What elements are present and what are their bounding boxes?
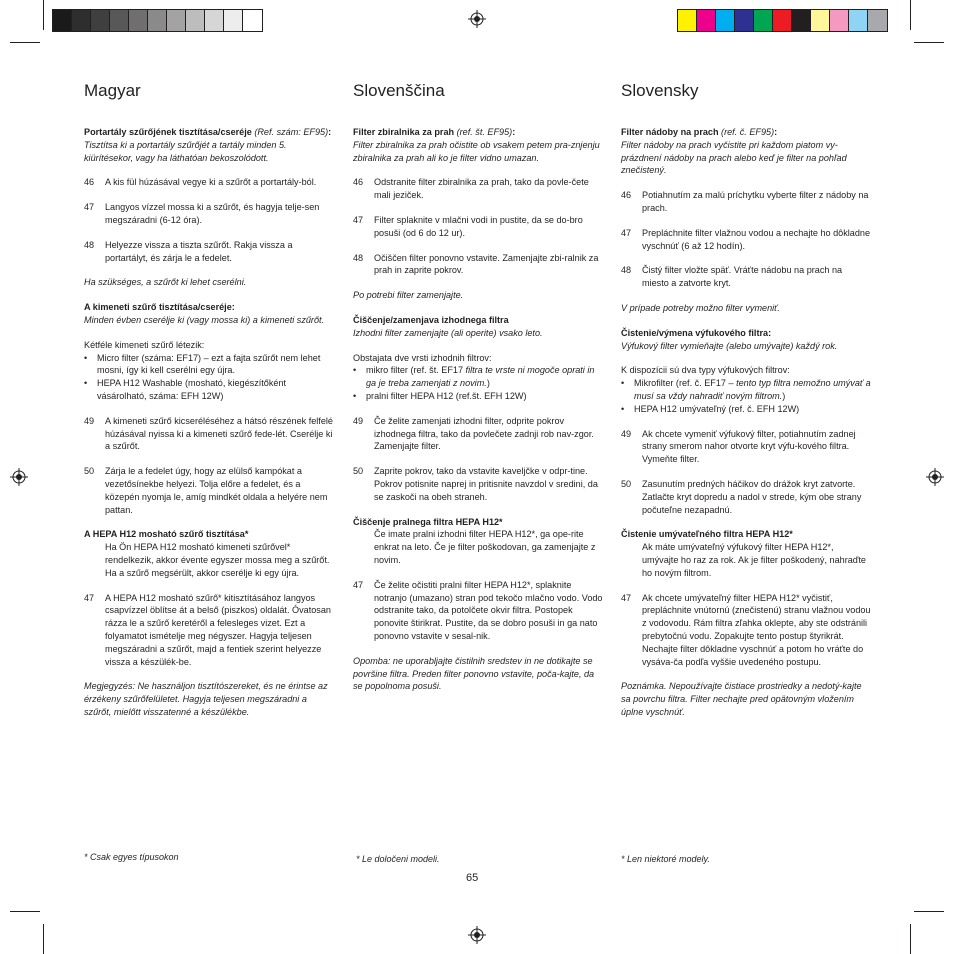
step-item: 47 Če želite očistiti pralni filter HEPA H12*, splaknite notranjo (umazano) stran pod tekočo mlačno vodo. Vodo odstranite tako, da potolčete okvir filtra. Postopek ponovite štirikrat. Pustite, da se dobro posuši in ga nato ponovno vstavite v sesal-nik. [353, 579, 603, 641]
list-intro: K dispozícii sú dva typy výfukových filtrov: [621, 365, 790, 376]
section-title: Magyar [84, 81, 141, 100]
note: Megjegyzés: Ne használjon tisztítószereket, és ne érintse az érzékeny szűrőfelületet. Hagyja teljesen megszáradni a szűrőt, mielőtt visszatenné a készülékbe. [84, 681, 328, 717]
color-swatch [110, 10, 129, 31]
color-swatch [792, 10, 811, 31]
section-title: Slovenščina [353, 81, 445, 100]
step-item: 47 Prepláchnite filter vlažnou vodou a nechajte ho dôkladne vyschnúť (6 až 12 hodín). [621, 227, 871, 251]
crop-mark [910, 924, 911, 954]
color-swatch [167, 10, 186, 31]
color-swatch [129, 10, 148, 31]
note: Opomba: ne uporabljajte čistilnih sredstev in ne dotikajte se površine filtra. Preden filter ponovno vstavite, poča-kajte, da se popolnoma posuši. [353, 655, 595, 692]
crop-mark [914, 42, 944, 43]
list-intro: Obstajata dve vrsti izhodnih filtrov: [353, 352, 492, 363]
registration-mark-icon [10, 468, 28, 486]
note: Ha szükséges, a szűrőt ki lehet cserélni. [84, 277, 247, 288]
crop-mark [10, 42, 40, 43]
crop-mark [910, 0, 911, 30]
color-swatch [773, 10, 792, 31]
color-swatch [697, 10, 716, 31]
crop-mark [914, 911, 944, 912]
body-paragraph: Če imate pralni izhodni filter HEPA H12*, ga ope-rite enkrat na leto. Če je filter poškodovan, ga zamenjajte z novim. [374, 529, 596, 565]
crop-mark [10, 911, 40, 912]
step-item: 48 Čistý filter vložte späť. Vráťte nádobu na prach na miesto a zatvorte kryt. [621, 265, 843, 289]
step-item: 47 Filter splaknite v mlačni vodi in pustite, da se do-bro posuši (od 6 do 12 ur). [353, 214, 583, 238]
color-swatch [754, 10, 773, 31]
step-item: 47 Langyos vízzel mossa ki a szűrőt, és hagyja telje-sen megszáradni (6-12 óra). [84, 202, 320, 225]
step-item: 47 Ak chcete umývateľný filter HEPA H12* vyčistiť, prepláchnite vnútornú (znečistenú) stranu vlažnou vodou z vodovodu. Rám filtra zľahka oklepte, aby ste odstránili prebytočnú vodu. Zopakujte tento postup štyrikrát. Nechajte filter dôkladne vyschnúť a potom ho vráťte do vysáva-ča podľa vyššie uvedeného postupu. [621, 592, 871, 667]
note: V prípade potreby možno filter vymeniť. [621, 302, 780, 313]
color-swatch [811, 10, 830, 31]
color-swatch [243, 10, 262, 31]
bullet-item: • HEPA H12 umývateľný (ref. č. EFH 12W) [621, 403, 800, 414]
column-slovensky [621, 80, 871, 731]
intro-paragraph: Filter zbiralnika za prah (ref. št. EF95): Filter zbiralnika za prah očistite ob vsakem petem pra-znjenju zbiralnika za prah ali ko je filter vidno umazan. [353, 127, 600, 163]
registration-mark-icon [926, 468, 944, 486]
step-item: 48 Očiščen filter ponovno vstavite. Zamenjajte zbi-ralnik za prah in zaprite pokrov. [353, 252, 599, 276]
crop-mark [43, 0, 44, 30]
step-item: 46 Potiahnutím za malú príchytku vyberte filter z nádoby na prach. [621, 190, 869, 213]
step-item: 46 A kis fül húzásával vegye ki a szűrőt a portartály-ból. [84, 177, 317, 188]
column-slovenscina [353, 80, 603, 705]
color-swatch [72, 10, 91, 31]
crop-mark [43, 924, 44, 954]
step-item: 48 Helyezze vissza a tiszta szűrőt. Rakja vissza a portartályt, és zárja le a fedelet. [84, 239, 293, 263]
step-item: 49 Če želite zamenjati izhodni filter, odprite pokrov izhodnega filtra, tako da povlečete zadnji rob nav-zgor. Zamenjajte filter. [353, 415, 594, 452]
color-swatch [830, 10, 849, 31]
registration-mark-icon [468, 10, 486, 28]
footnote: * Le določeni modeli. [356, 854, 440, 864]
body-paragraph: Ak máte umývateľný výfukový filter HEPA H12*, umývajte ho raz za rok. Ak je filter poškodený, nahraďte ho novým filtrom. [642, 542, 866, 578]
intro-paragraph: Portartály szűrőjének tisztítása/cseréje (Ref. szám: EF95): Tisztítsa ki a portartály szűrőjét a tartály minden 5. kiürítésekor, vagy ha láthatóan bekoszolódott. [84, 127, 332, 163]
color-swatch [186, 10, 205, 31]
registration-mark-icon [468, 926, 486, 944]
bullet-item: • pralni filter HEPA H12 (ref.št. EFH 12W) [353, 390, 527, 401]
bullet-item: • Mikrofilter (ref. č. EF17 – tento typ filtra nemožno umývať a musí sa vždy nahradiť novým filtrom.) [621, 378, 871, 401]
column-magyar [84, 80, 334, 731]
note: Poznámka. Nepoužívajte čistiace prostriedky a nedotý-kajte sa povrchu filtra. Filter nechajte pred opätovným vložením úplne vyschnúť. [621, 681, 862, 717]
body-paragraph: Ha Ön HEPA H12 mosható kimeneti szűrővel* rendelkezik, akkor évente egyszer mossa meg a szűrőt. Ha a szűrő megsérült, akkor cserélje ki egy újra. [105, 542, 330, 578]
color-swatch [224, 10, 243, 31]
color-swatch [91, 10, 110, 31]
bullet-item: • mikro filter (ref. št. EF17 filtra te vrste ni mogoče oprati in ga je treba zamenjati z novim.) [353, 365, 595, 389]
list-intro: Kétféle kimeneti szűrő létezik: [84, 339, 205, 350]
footnote: * Csak egyes típusokon [84, 852, 179, 862]
color-swatch [868, 10, 887, 31]
color-swatch [205, 10, 224, 31]
step-item: 50 Zárja le a fedelet úgy, hogy az elülső kampókat a vezetősínekbe helyezi. Tolja előre a fedelet, és a közepén nyomja le, amíg mindkét oldala a helyére nem pattan. [84, 466, 328, 515]
color-swatch [716, 10, 735, 31]
subheading: A kimeneti szűrő tisztítása/cseréje: [84, 302, 235, 313]
subheading-note: Izhodni filter zamenjajte (ali operite) vsako leto. [353, 327, 543, 338]
footnote: * Len niektoré modely. [621, 854, 710, 864]
step-item: 47 A HEPA H12 mosható szűrő* kitisztításához langyos csapvízzel öblítse át a belső (piszkos) oldalát. Óvatosan rázza le a szűrő keretéről a felesleges vizet. Ezt a folyamatot ismételje meg négyszer. Hagyja teljesen megszáradni a szűrőt, majd a fentiek szerint helyezze vissza a készülék-be. [84, 592, 331, 667]
color-swatch [735, 10, 754, 31]
step-item: 50 Zaprite pokrov, tako da vstavite kaveljčke v odpr-tine. Pokrov potisnite naprej in pritisnite navzdol v sredini, da se zaskoči na obeh straneh. [353, 466, 598, 502]
subheading: Čiščenje pralnega filtra HEPA H12* [353, 516, 503, 527]
color-swatch [678, 10, 697, 31]
intro-paragraph: Filter nádoby na prach (ref. č. EF95): Filter nádoby na prach vyčistite pri každom piatom vy-prázdnení nádoby na prach alebo keď je filter na pohľad znečistený. [621, 127, 847, 176]
step-item: 46 Odstranite filter zbiralnika za prah, tako da povle-čete mali jeziček. [353, 177, 589, 201]
page-number: 65 [466, 872, 479, 884]
step-item: 49 Ak chcete vymeniť výfukový filter, potiahnutím zadnej strany smerom nahor otvorte kryt výfu-kového filtra. Vymeňte filter. [621, 428, 856, 465]
subheading: Čiščenje/zamenjava izhodnega filtra [353, 314, 509, 325]
subheading-note: Výfukový filter vymieňajte (alebo umývajte) každý rok. [621, 340, 838, 351]
color-swatch [849, 10, 868, 31]
gray-color-bar [52, 9, 263, 32]
note: Po potrebi filter zamenjajte. [353, 290, 464, 301]
color-swatch [148, 10, 167, 31]
section-title: Slovensky [621, 81, 699, 100]
step-item: 49 A kimeneti szűrő kicseréléséhez a hátsó részének felfelé húzásával nyissa ki a kimeneti szűrő fede-lét. Cserélje ki a szűrőt. [84, 415, 333, 452]
subheading: Čistenie umývateľného filtra HEPA H12* [621, 529, 793, 540]
subheading-note: Minden évben cserélje ki (vagy mossa ki) a kimeneti szűrőt. [84, 314, 325, 325]
subheading: A HEPA H12 mosható szűrő tisztítása* [84, 529, 249, 540]
bullet-item: • HEPA H12 Washable (mosható, kiegészítőként vásárolható, száma: EFH 12W) [84, 378, 287, 401]
process-color-bar [677, 9, 888, 32]
bullet-item: • Micro filter (száma: EF17) – ezt a fajta szűrőt nem lehet mosni, így ki kell cserélni egy újra. [84, 352, 321, 376]
subheading: Čistenie/výmena výfukového filtra: [621, 327, 772, 338]
step-item: 50 Zasunutím predných háčikov do drážok kryt zatvorte. Zatlačte kryt dopredu a nadol v strede, kým obe strany počuteľne nezapadnú. [621, 478, 862, 515]
color-swatch [53, 10, 72, 31]
